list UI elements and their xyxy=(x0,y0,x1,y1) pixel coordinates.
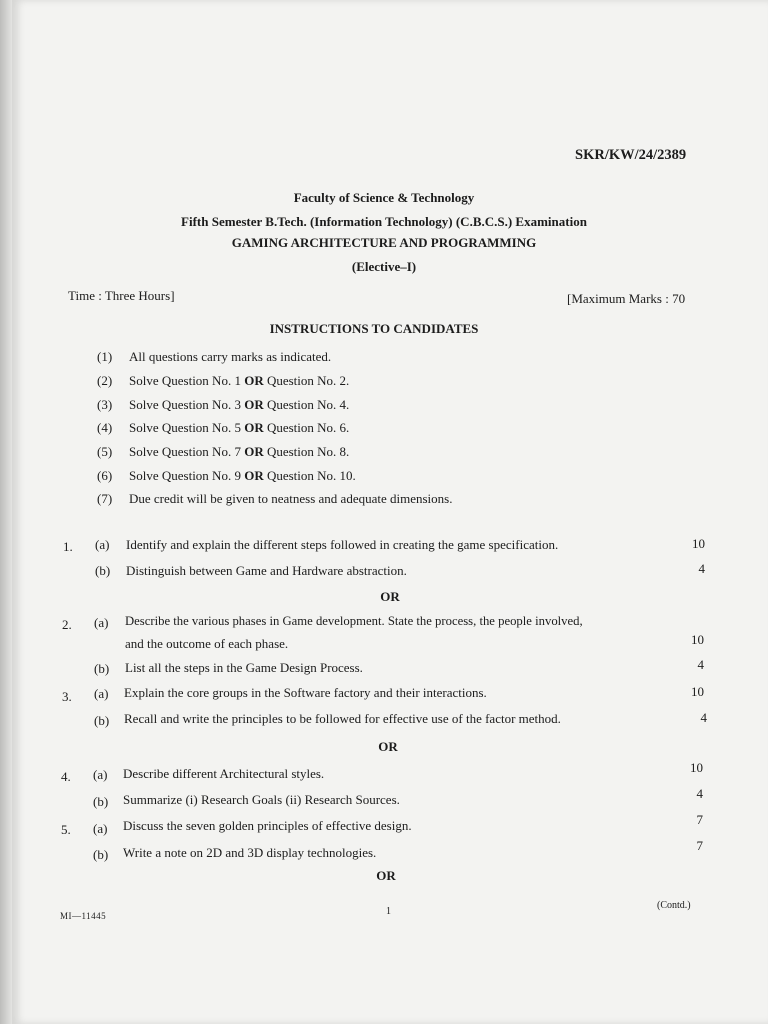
or-separator: OR xyxy=(380,589,400,604)
question-part-label: (b) xyxy=(94,713,110,728)
instruction-or: OR xyxy=(244,468,264,483)
exam-heading: Fifth Semester B.Tech. (Information Technology) (C.B.C.S.) Examination xyxy=(181,214,587,229)
elective-heading: (Elective–I) xyxy=(351,259,417,274)
page-number: 1 xyxy=(386,906,391,917)
instruction-text: All questions carry marks as indicated. xyxy=(129,349,332,364)
question-marks: 10 xyxy=(692,536,705,551)
instructions-title: INSTRUCTIONS TO CANDIDATES xyxy=(269,321,479,336)
question-part-label: (b) xyxy=(94,661,110,676)
instruction-item xyxy=(97,420,349,436)
question-part-label: (a) xyxy=(95,537,110,552)
question-part-label: (a) xyxy=(93,821,108,836)
paper-code: SKR/KW/24/2389 xyxy=(575,147,687,163)
instruction-or: OR xyxy=(244,444,264,459)
question-number: 3. xyxy=(62,689,72,704)
instruction-number: (1) xyxy=(97,349,113,364)
instruction-item xyxy=(97,373,349,389)
question-marks: 7 xyxy=(696,838,703,853)
instruction-item xyxy=(97,468,356,484)
instruction-number: (4) xyxy=(97,420,113,435)
instruction-text: Solve Question No. 5 xyxy=(129,420,245,435)
question-text: Identify and explain the different steps followed in creating the game specification. xyxy=(126,537,559,552)
instruction-text: Solve Question No. 7 xyxy=(129,444,245,459)
question-marks: 7 xyxy=(696,812,703,827)
question-part-label: (a) xyxy=(94,686,109,701)
instruction-item xyxy=(97,349,331,365)
continued-note: (Contd.) xyxy=(657,900,691,911)
question-text: Describe the various phases in Game development. State the process, the people involved, xyxy=(125,614,583,628)
question-text: Write a note on 2D and 3D display technologies. xyxy=(123,845,377,860)
instruction-or: OR xyxy=(244,420,264,435)
instruction-number: (2) xyxy=(97,373,113,388)
question-text: Distinguish between Game and Hardware abstraction. xyxy=(126,563,407,578)
question-part-label: (b) xyxy=(95,563,111,578)
question-part-label: (a) xyxy=(94,615,109,630)
question-part-label: (b) xyxy=(93,794,109,809)
instruction-number: (5) xyxy=(97,444,113,459)
instruction-text: Due credit will be given to neatness and adequate dimensions. xyxy=(129,491,453,506)
question-marks: 4 xyxy=(697,657,704,672)
question-marks: 10 xyxy=(691,684,704,699)
question-part-label: (a) xyxy=(93,767,108,782)
instruction-text: Solve Question No. 1 xyxy=(129,373,245,388)
instruction-item xyxy=(97,491,452,507)
question-text: Explain the core groups in the Software factory and their interactions. xyxy=(124,685,487,700)
question-number: 1. xyxy=(63,539,73,554)
question-marks: 4 xyxy=(700,710,707,725)
or-separator: OR xyxy=(378,739,398,754)
instruction-number: (7) xyxy=(97,491,113,506)
question-text: Recall and write the principles to be followed for effective use of the factor method. xyxy=(124,711,561,726)
question-text: List all the steps in the Game Design Process. xyxy=(125,660,363,675)
question-text: Summarize (i) Research Goals (ii) Research Sources. xyxy=(123,792,400,807)
instruction-item xyxy=(97,397,349,413)
instruction-text-end: Question No. 6. xyxy=(263,420,350,435)
time-allowed: Time : Three Hours] xyxy=(68,288,175,303)
maximum-marks: [Maximum Marks : 70 xyxy=(567,291,686,306)
question-text-continued: and the outcome of each phase. xyxy=(125,636,289,651)
question-text: Discuss the seven golden principles of effective design. xyxy=(123,818,412,833)
instruction-text-end: Question No. 8. xyxy=(263,444,350,459)
question-text: Describe different Architectural styles. xyxy=(123,766,325,781)
instruction-text: Solve Question No. 9 xyxy=(129,468,245,483)
instruction-or: OR xyxy=(244,373,264,388)
question-part-label: (b) xyxy=(93,847,109,862)
footer-paper-code: MI—11445 xyxy=(60,911,107,921)
instruction-number: (3) xyxy=(97,397,113,412)
question-marks: 10 xyxy=(691,632,704,647)
question-marks: 4 xyxy=(698,561,705,576)
instruction-text-end: Question No. 4. xyxy=(263,397,350,412)
instruction-text-end: Question No. 10. xyxy=(263,468,356,483)
or-separator: OR xyxy=(376,868,396,883)
instruction-number: (6) xyxy=(97,468,113,483)
question-marks: 10 xyxy=(690,760,703,775)
instruction-text: Solve Question No. 3 xyxy=(129,397,245,412)
question-number: 4. xyxy=(61,769,71,784)
instruction-or: OR xyxy=(244,397,264,412)
instruction-text-end: Question No. 2. xyxy=(263,373,350,388)
question-number: 5. xyxy=(61,822,71,837)
question-number: 2. xyxy=(62,617,72,632)
faculty-heading: Faculty of Science & Technology xyxy=(293,190,475,205)
instruction-item xyxy=(97,444,349,460)
question-marks: 4 xyxy=(696,786,703,801)
subject-heading: GAMING ARCHITECTURE AND PROGRAMMING xyxy=(231,235,537,250)
